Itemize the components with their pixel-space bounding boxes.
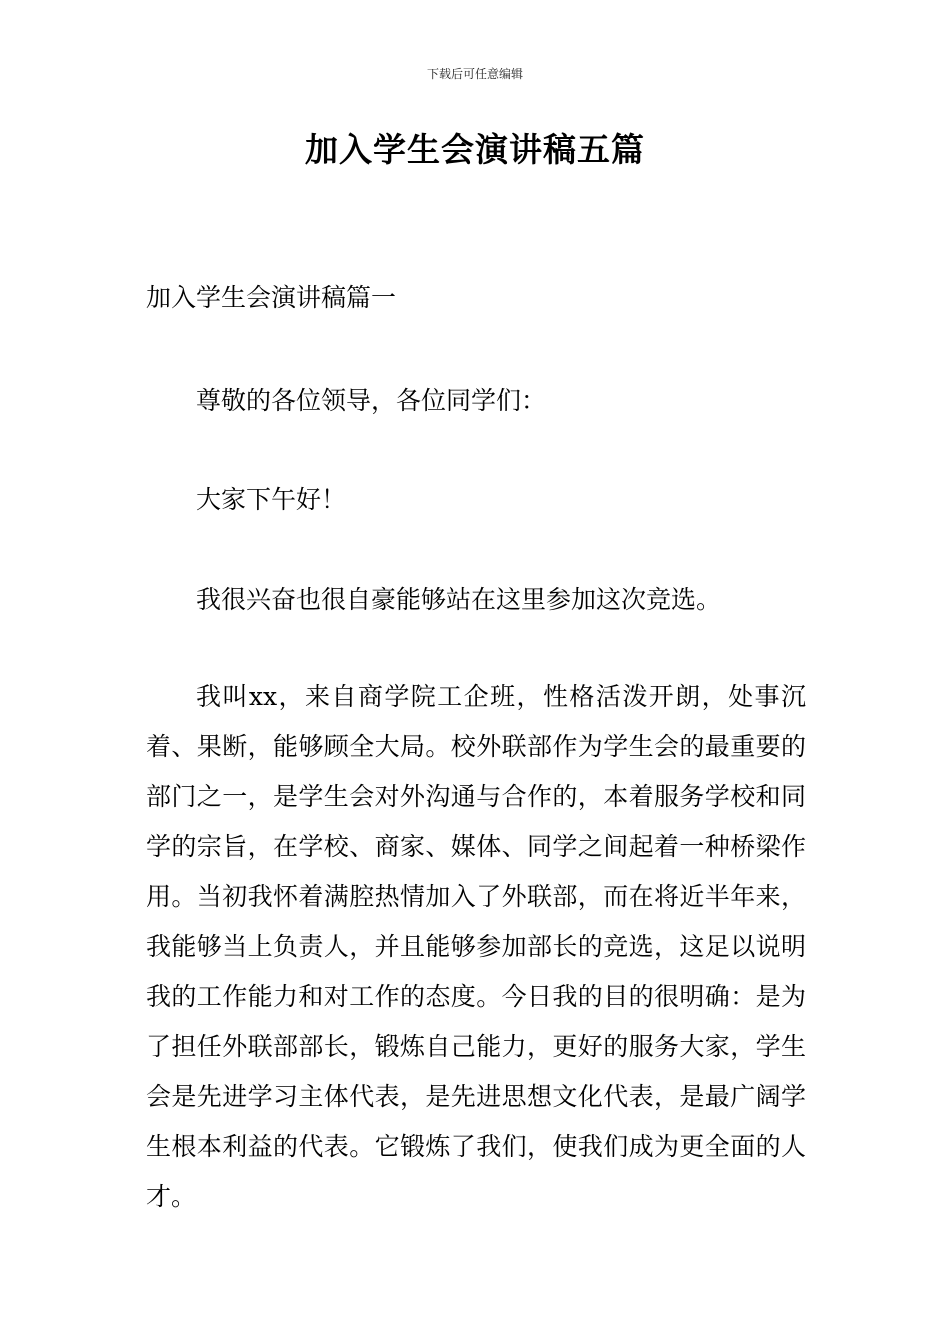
document-title: 加入学生会演讲稿五篇 xyxy=(305,130,645,169)
header-note: 下载后可任意编辑 xyxy=(426,67,523,81)
body-paragraph: 我叫xx，来自商学院工企班，性格活泼开朗，处事沉着、果断，能够顾全大局。校外联部作为学生会的最重要的部门之一，是学生会对外沟通与合作的，本着服务学校和同学的宗旨，在学校、商家、媒体、同学之间起着一种桥梁作用。当初我怀着满腔热情加入了外联部，而在将近半年来，我能够当上负责人，并且能够参加部长的竞选，这足以说明我的工作能力和对工作的态度。今日我的目的很明确：是为了担任外联部部长，锻炼自己能力，更好的服务大家，学生会是先进学习主体代表，是先进思想文化代表，是最广阔学生根本利益的代表。它锻炼了我们，使我们成为更全面的人才。 xyxy=(146,682,806,1211)
section-heading: 加入学生会演讲稿篇一 xyxy=(146,283,397,312)
intro-paragraph: 我很兴奋也很自豪能够站在这里参加这次竞选。 xyxy=(196,585,722,614)
greeting-paragraph: 大家下午好！ xyxy=(196,485,347,514)
salutation-paragraph: 尊敬的各位领导，各位同学们： xyxy=(196,386,547,415)
